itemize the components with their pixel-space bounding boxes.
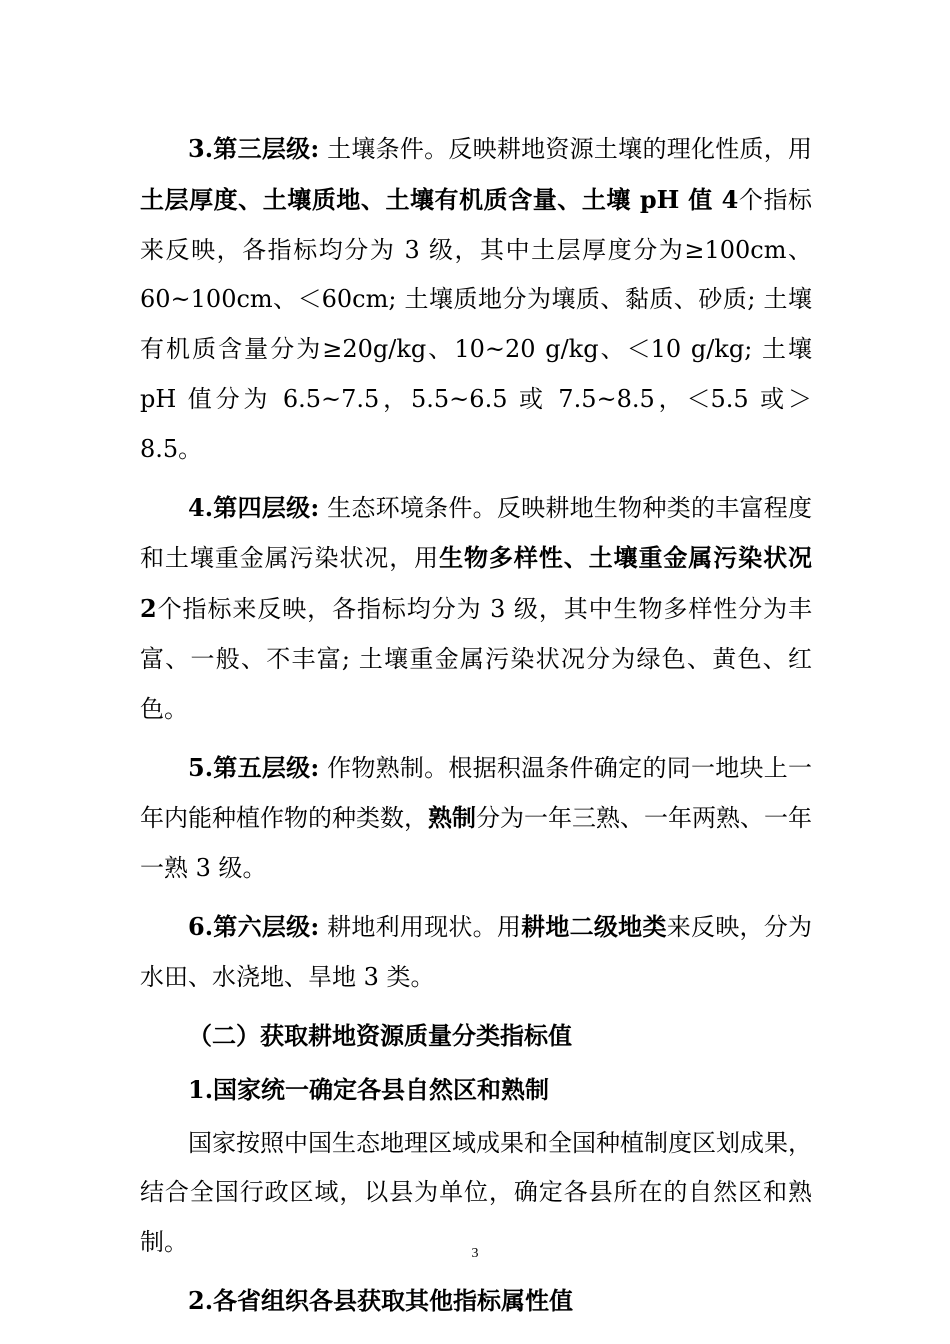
section-5-text-1: 作物熟制。根据积温条件确定的同一地块上一年内能种植作物的种类数，	[140, 753, 812, 833]
subsection-heading-2-2: 2.各省组织各县获取其他指标属性值	[188, 1285, 574, 1315]
subsection-heading-2: （二）获取耕地资源质量分类指标值	[188, 1020, 572, 1050]
section-3-bold-indicators: 土层厚度、土壤质地、土壤有机质含量、土壤 pH 值 4	[140, 184, 739, 214]
section-6-label: 6.第六层级:	[188, 911, 320, 941]
section-4-label: 4.第四层级:	[188, 492, 320, 522]
section-3-paragraph	[140, 124, 812, 475]
section-4-text-2: 个指标来反映，各指标均分为 3 级，其中生物多样性分为丰富、一般、不丰富; 土壤重金属污染状况分为绿色、黄色、红色。	[140, 595, 812, 723]
section-5-bold-indicators: 熟制	[428, 803, 476, 833]
section-3-text-2: 个指标来反映，各指标均分为 3 级，其中土层厚度分为≥100cm、60~100cm、＜60cm; 土壤质地分为壤质、黏质、砂质; 土壤有机质含量分为≥20g/kg、10~20 g/kg、＜10 g/kg; 土壤 pH 值分为 6.5~7.5，5.5~6.5 或 7.5~8.5，＜5.5 或＞8.5。	[140, 185, 812, 463]
section-4-paragraph	[140, 483, 812, 735]
section-5-label: 5.第五层级:	[188, 752, 320, 782]
section-5-text-2: 分为一年三熟、一年两熟、一年一熟 3 级。	[140, 804, 812, 883]
page-content	[140, 124, 812, 1330]
subsection-2-1-paragraph: 国家按照中国生态地理区域成果和全国种植制度区划成果，结合全国行政区域，以县为单位，确定各县所在的自然区和熟制。	[140, 1128, 812, 1257]
section-5-paragraph	[140, 743, 812, 894]
section-4-bold-indicators: 生物多样性、土壤重金属污染状况 2	[140, 543, 813, 624]
section-6-paragraph	[140, 902, 812, 1003]
section-3-text-1: 土壤条件。反映耕地资源土壤的理化性质，用	[327, 135, 812, 163]
page-number: 3	[471, 1246, 479, 1261]
section-3-label: 3.第三层级:	[188, 134, 320, 163]
section-6-text-1: 耕地利用现状。用	[327, 912, 522, 941]
section-6-text-2: 来反映，分为水田、水浇地、旱地 3 类。	[140, 912, 812, 991]
section-4-text-1: 生态环境条件。反映耕地生物种类的丰富程度和土壤重金属污染状况，用	[140, 493, 812, 573]
section-6-bold-indicators: 耕地二级地类	[521, 911, 667, 941]
subsection-heading-2-1: 1.国家统一确定各县自然区和熟制	[188, 1074, 550, 1104]
